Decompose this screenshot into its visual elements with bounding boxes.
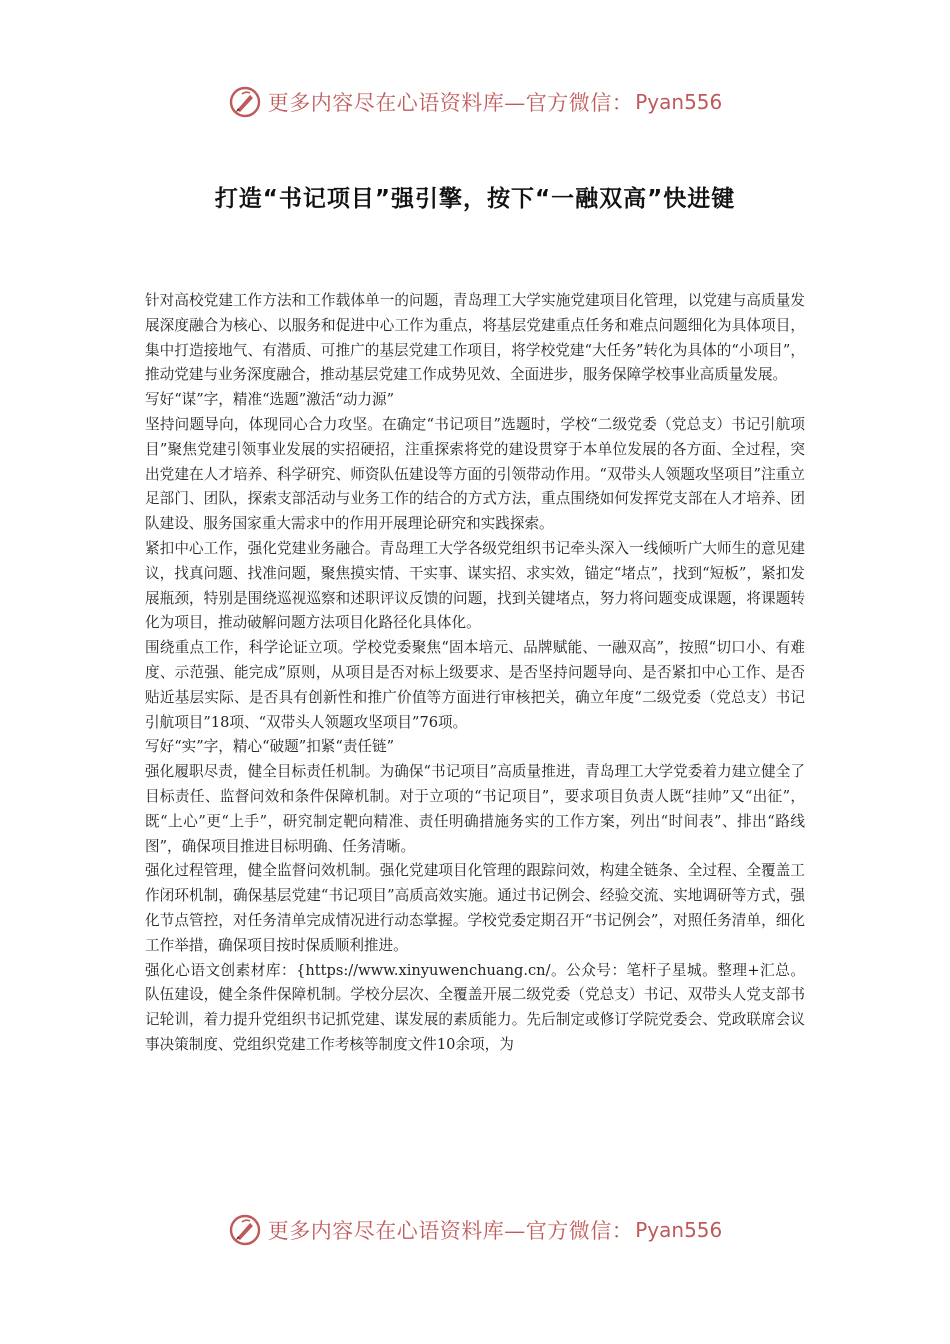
document-title: 打造“书记项目”强引擎，按下“一融双高”快进键	[214, 186, 736, 212]
document-body	[145, 289, 805, 1058]
footer-banner	[0, 1210, 950, 1250]
paragraph: 紧扣中心工作，强化党建业务融合。青岛理工大学各级党组织书记牵头深入一线倾听广大师生的意见建议，找真问题、找准问题，聚焦摸实情、干实事、谋实招、求实效，锚定“堵点”，找到“短板”，紧扣发展瓶颈，特别是围绕巡视巡察和述职评议反馈的问题，找到关键堵点，努力将问题变成课题，将课题转化为项目，推动破解问题方法项目化路径化具体化。	[145, 539, 805, 632]
pen-logo-icon	[228, 85, 262, 119]
section-heading-2: 写好“实”字，精心“破题”扣紧“责任链”	[145, 738, 395, 756]
section-heading-1: 写好“谋”字，精准“选题”激活“动力源”	[145, 391, 395, 409]
banner-wechat-id: Pyan556	[635, 1218, 723, 1242]
header-banner	[0, 82, 950, 122]
paragraph: 强化履职尽责，健全目标责任机制。为确保“书记项目”高质量推进，青岛理工大学党委着力建立健全了目标责任、监督问效和条件保障机制。对于立项的“书记项目”，要求项目负责人既“挂帅”又“出征”，既“上心”更“上手”，研究制定靶向精准、责任明确措施务实的工作方案，列出“时间表”、排出“路线图”，确保项目推进目标明确、任务清晰。	[145, 763, 805, 855]
banner-wechat-id: Pyan556	[635, 90, 723, 114]
banner-text: 更多内容尽在心语资料库—官方微信：	[267, 91, 634, 115]
paragraph: 强化心语文创素材库：{https://www.xinyuwenchuang.cn/。公众号：笔杆子星城。整理+汇总。队伍建设，健全条件保障机制。学校分层次、全覆盖开展二级党委（党总支）书记、双带头人党支部书记轮训，着力提升党组织书记抓党建、谋发展的素质能力。先后制定或修订学院党委会、党政联席会议事决策制度、党组织党建工作考核等制度文件10余项，为	[145, 961, 805, 1053]
paragraph: 强化过程管理，健全监督问效机制。强化党建项目化管理的跟踪问效，构建全链条、全过程、全覆盖工作闭环机制，确保基层党建“书记项目”高质高效实施。通过书记例会、经验交流、实地调研等方式，强化节点管控，对任务清单完成情况进行动态掌握。学校党委定期召开“书记例会”，对照任务清单，细化工作举措，确保项目按时保质顺利推进。	[145, 862, 805, 954]
paragraph: 坚持问题导向，体现同心合力攻坚。在确定“书记项目”选题时，学校“二级党委（党总支）书记引航项目”聚焦党建引领事业发展的实招硬招，注重探索将党的建设贯穿于本单位发展的各方面、全过程，突出党建在人才培养、科学研究、师资队伍建设等方面的引领带动作用。“双带头人领题攻坚项目”注重立足部门、团队，探索支部活动与业务工作的结合的方式方法，重点围绕如何发挥党支部在人才培养、团队建设、服务国家重大需求中的作用开展理论研究和实践探索。	[145, 415, 805, 533]
paragraph-intro: 针对高校党建工作方法和工作载体单一的问题，青岛理工大学实施党建项目化管理，以党建与高质量发展深度融合为核心、以服务和促进中心工作为重点，将基层党建重点任务和难点问题细化为具体项目，集中打造接地气、有潜质、可推广的基层党建工作项目，将学校党建“大任务”转化为具体的“小项目”，推动党建与业务深度融合，推动基层党建工作成势见效、全面进步，服务保障学校事业高质量发展。	[145, 292, 805, 384]
paragraph: 围绕重点工作，科学论证立项。学校党委聚焦“固本培元、品牌赋能、一融双高”，按照“切口小、有难度、示范强、能完成”原则，从项目是否对标上级要求、是否坚持问题导向、是否紧扣中心工作、是否贴近基层实际、是否具有创新性和推广价值等方面进行审核把关，确立年度“二级党委（党总支）书记引航项目”18项、“双带头人领题攻坚项目”76项。	[145, 639, 805, 731]
banner-text: 更多内容尽在心语资料库—官方微信：	[267, 1219, 634, 1243]
pen-logo-icon	[228, 1213, 262, 1247]
